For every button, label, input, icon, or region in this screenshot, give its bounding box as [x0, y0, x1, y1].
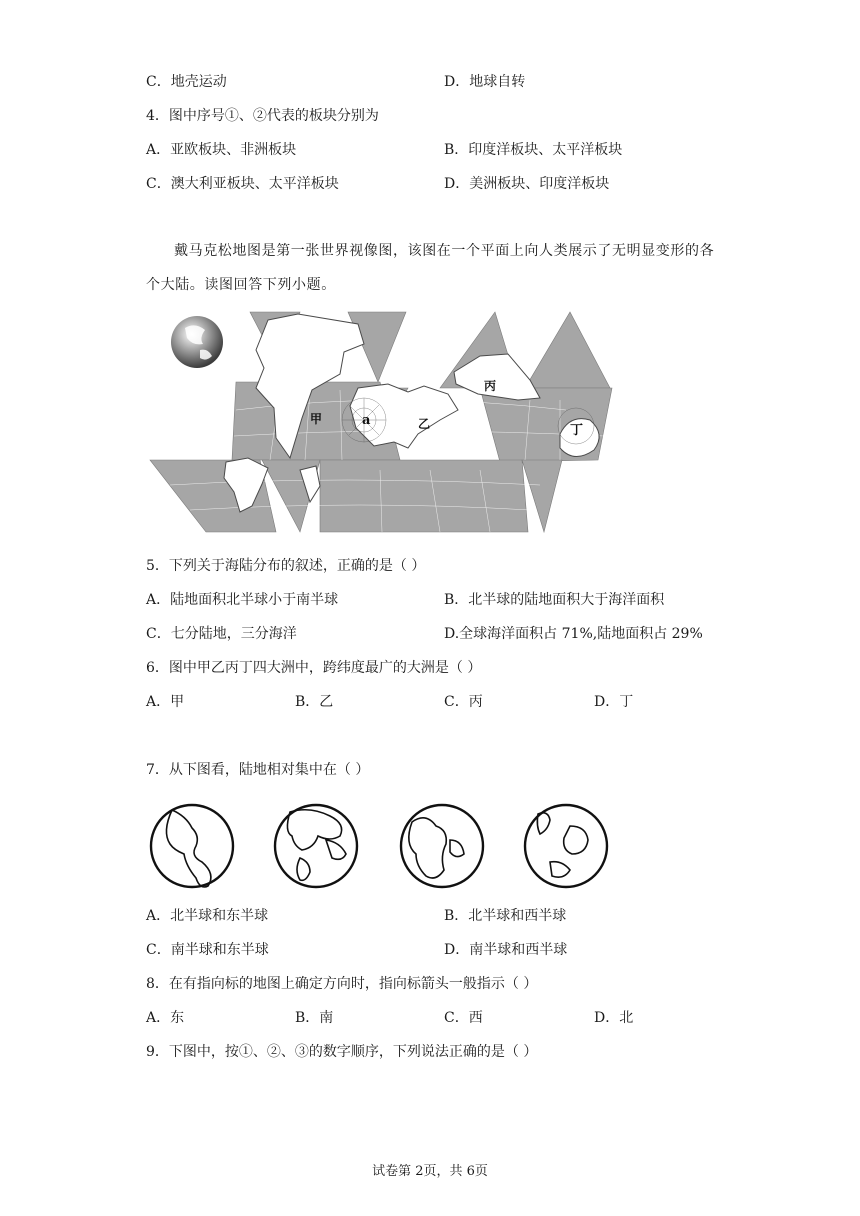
q4-option-c: C．澳大利亚板块、太平洋板块: [146, 176, 339, 192]
q3-option-d: D．地球自转: [444, 74, 526, 90]
q4-option-b: B．印度洋板块、太平洋板块: [444, 142, 623, 158]
globe-2-land: [287, 810, 346, 881]
q8-option-a: A．东: [146, 1010, 185, 1026]
q9-stem: 9．下图中，按①、②、③的数字顺序，下列说法正确的是（ ）: [146, 1044, 538, 1060]
hemisphere-globes-figure: [150, 800, 610, 896]
q8-option-b: B．南: [295, 1010, 334, 1026]
q5-option-a: A．陆地面积北半球小于南半球: [146, 592, 339, 608]
q6-option-a: A．甲: [146, 694, 185, 710]
q6-stem: 6．图中甲乙丙丁四大洲中，跨纬度最广的大洲是（ ）: [146, 660, 482, 676]
dymaxion-map-figure: [150, 310, 584, 532]
q5-option-c: C．七分陆地，三分海洋: [146, 626, 297, 642]
page-footer: 试卷第 2页，共 6页: [372, 1164, 488, 1179]
q3-option-c: C．地壳运动: [146, 74, 227, 90]
q8-option-c: C．西: [444, 1010, 483, 1026]
q5-option-d: D.全球海洋面积占 71%,陆地面积占 29%: [444, 626, 703, 642]
q8-stem: 8．在有指向标的地图上确定方向时，指向标箭头一般指示（ ）: [146, 976, 538, 992]
map-label-ding: 丁: [570, 423, 584, 438]
map-label-jia: 甲: [310, 412, 323, 426]
map-label-bing: 丙: [484, 379, 497, 393]
q8-option-d: D．北: [594, 1010, 634, 1026]
q6-option-b: B．乙: [295, 694, 334, 710]
map-label-yi: 乙: [418, 417, 431, 431]
q4-option-a: A．亚欧板块、非洲板块: [146, 142, 297, 158]
q7-stem: 7．从下图看，陆地相对集中在（ ）: [146, 762, 370, 778]
q7-option-b: B．北半球和西半球: [444, 908, 567, 924]
q7-option-d: D．南半球和西半球: [444, 942, 568, 958]
globe-icon: [171, 316, 223, 368]
q6-option-c: C．丙: [444, 694, 483, 710]
q5-option-b: B．北半球的陆地面积大于海洋面积: [444, 592, 665, 608]
q7-option-c: C．南半球和东半球: [146, 942, 269, 958]
map-label-a: a: [362, 413, 371, 428]
q6-option-d: D．丁: [594, 694, 634, 710]
q4-stem: 4．图中序号①、②代表的板块分别为: [146, 108, 379, 124]
globe-3-land: [409, 818, 464, 878]
passage-text: 戴马克松地图是第一张世界视像图，该图在一个平面上向人类展示了无明显变形的各个大陆。读图回答下列小题。: [146, 243, 715, 293]
globe-1-land: [166, 810, 210, 887]
q5-stem: 5．下列关于海陆分布的叙述，正确的是（ ）: [146, 558, 426, 574]
globe-4-land: [537, 813, 588, 877]
q4-option-d: D．美洲板块、印度洋板块: [444, 176, 610, 192]
q7-option-a: A．北半球和东半球: [146, 908, 269, 924]
